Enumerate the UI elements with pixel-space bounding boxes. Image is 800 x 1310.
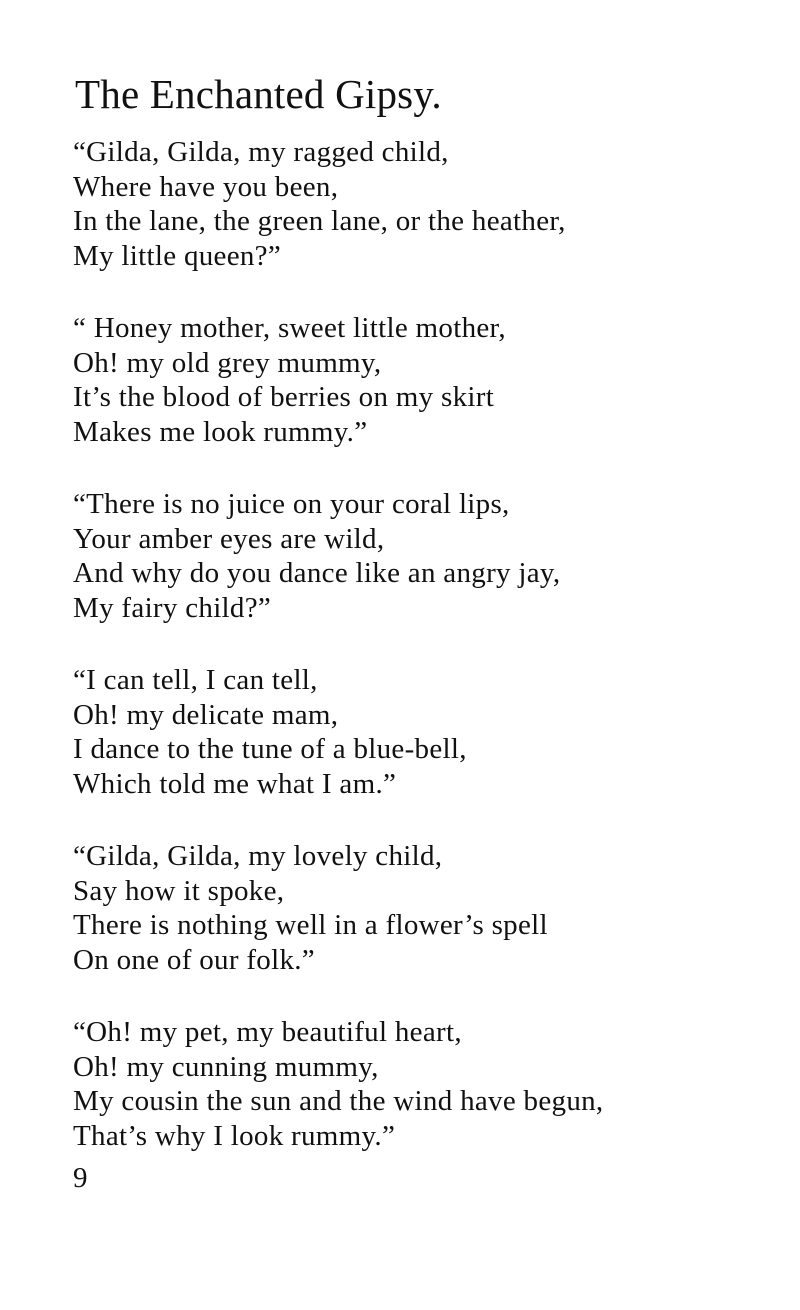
poem-page — [73, 70, 773, 1195]
stanza-1 — [73, 135, 773, 273]
poem-line: There is nothing well in a flower’s spell — [73, 909, 548, 941]
poem-line: My fairy child?” — [73, 591, 272, 624]
poem-line: “Gilda, Gilda, my lovely child, — [73, 840, 443, 872]
poem-line: Where have you been, — [73, 170, 339, 203]
poem-line: Say how it spoke, — [73, 874, 285, 907]
stanza-3 — [73, 487, 773, 625]
poem-line: In the lane, the green lane, or the heather, — [73, 205, 566, 237]
poem-line: Oh! my old grey mummy, — [73, 346, 382, 379]
page-number: 9 — [73, 1162, 88, 1194]
stanza-6 — [73, 1015, 773, 1153]
poem-line: Makes me look rummy.” — [73, 415, 368, 448]
poem-line: “There is no juice on your coral lips, — [73, 488, 510, 520]
poem-line: Which told me what I am.” — [73, 767, 397, 800]
poem-line: My cousin the sun and the wind have begun, — [73, 1085, 604, 1117]
poem-title: The Enchanted Gipsy. — [75, 71, 442, 117]
poem-line: “Gilda, Gilda, my ragged child, — [73, 136, 449, 168]
poem-line: Your amber eyes are wild, — [73, 522, 385, 555]
poem-line: And why do you dance like an angry jay, — [73, 557, 561, 589]
poem-line: On one of our folk.” — [73, 943, 315, 976]
poem-line: “ Honey mother, sweet little mother, — [73, 312, 506, 344]
poem-line: “Oh! my pet, my beautiful heart, — [73, 1016, 462, 1048]
stanza-4 — [73, 663, 773, 801]
stanza-5 — [73, 839, 773, 977]
poem-line: It’s the blood of berries on my skirt — [73, 381, 495, 413]
poem-line: “I can tell, I can tell, — [73, 664, 318, 696]
poem-line: Oh! my delicate mam, — [73, 698, 339, 731]
stanza-2 — [73, 311, 773, 449]
poem-line: Oh! my cunning mummy, — [73, 1050, 379, 1083]
poem-line: I dance to the tune of a blue-bell, — [73, 733, 467, 765]
poem-line: That’s why I look rummy.” — [73, 1119, 396, 1152]
poem-line: My little queen?” — [73, 239, 282, 272]
